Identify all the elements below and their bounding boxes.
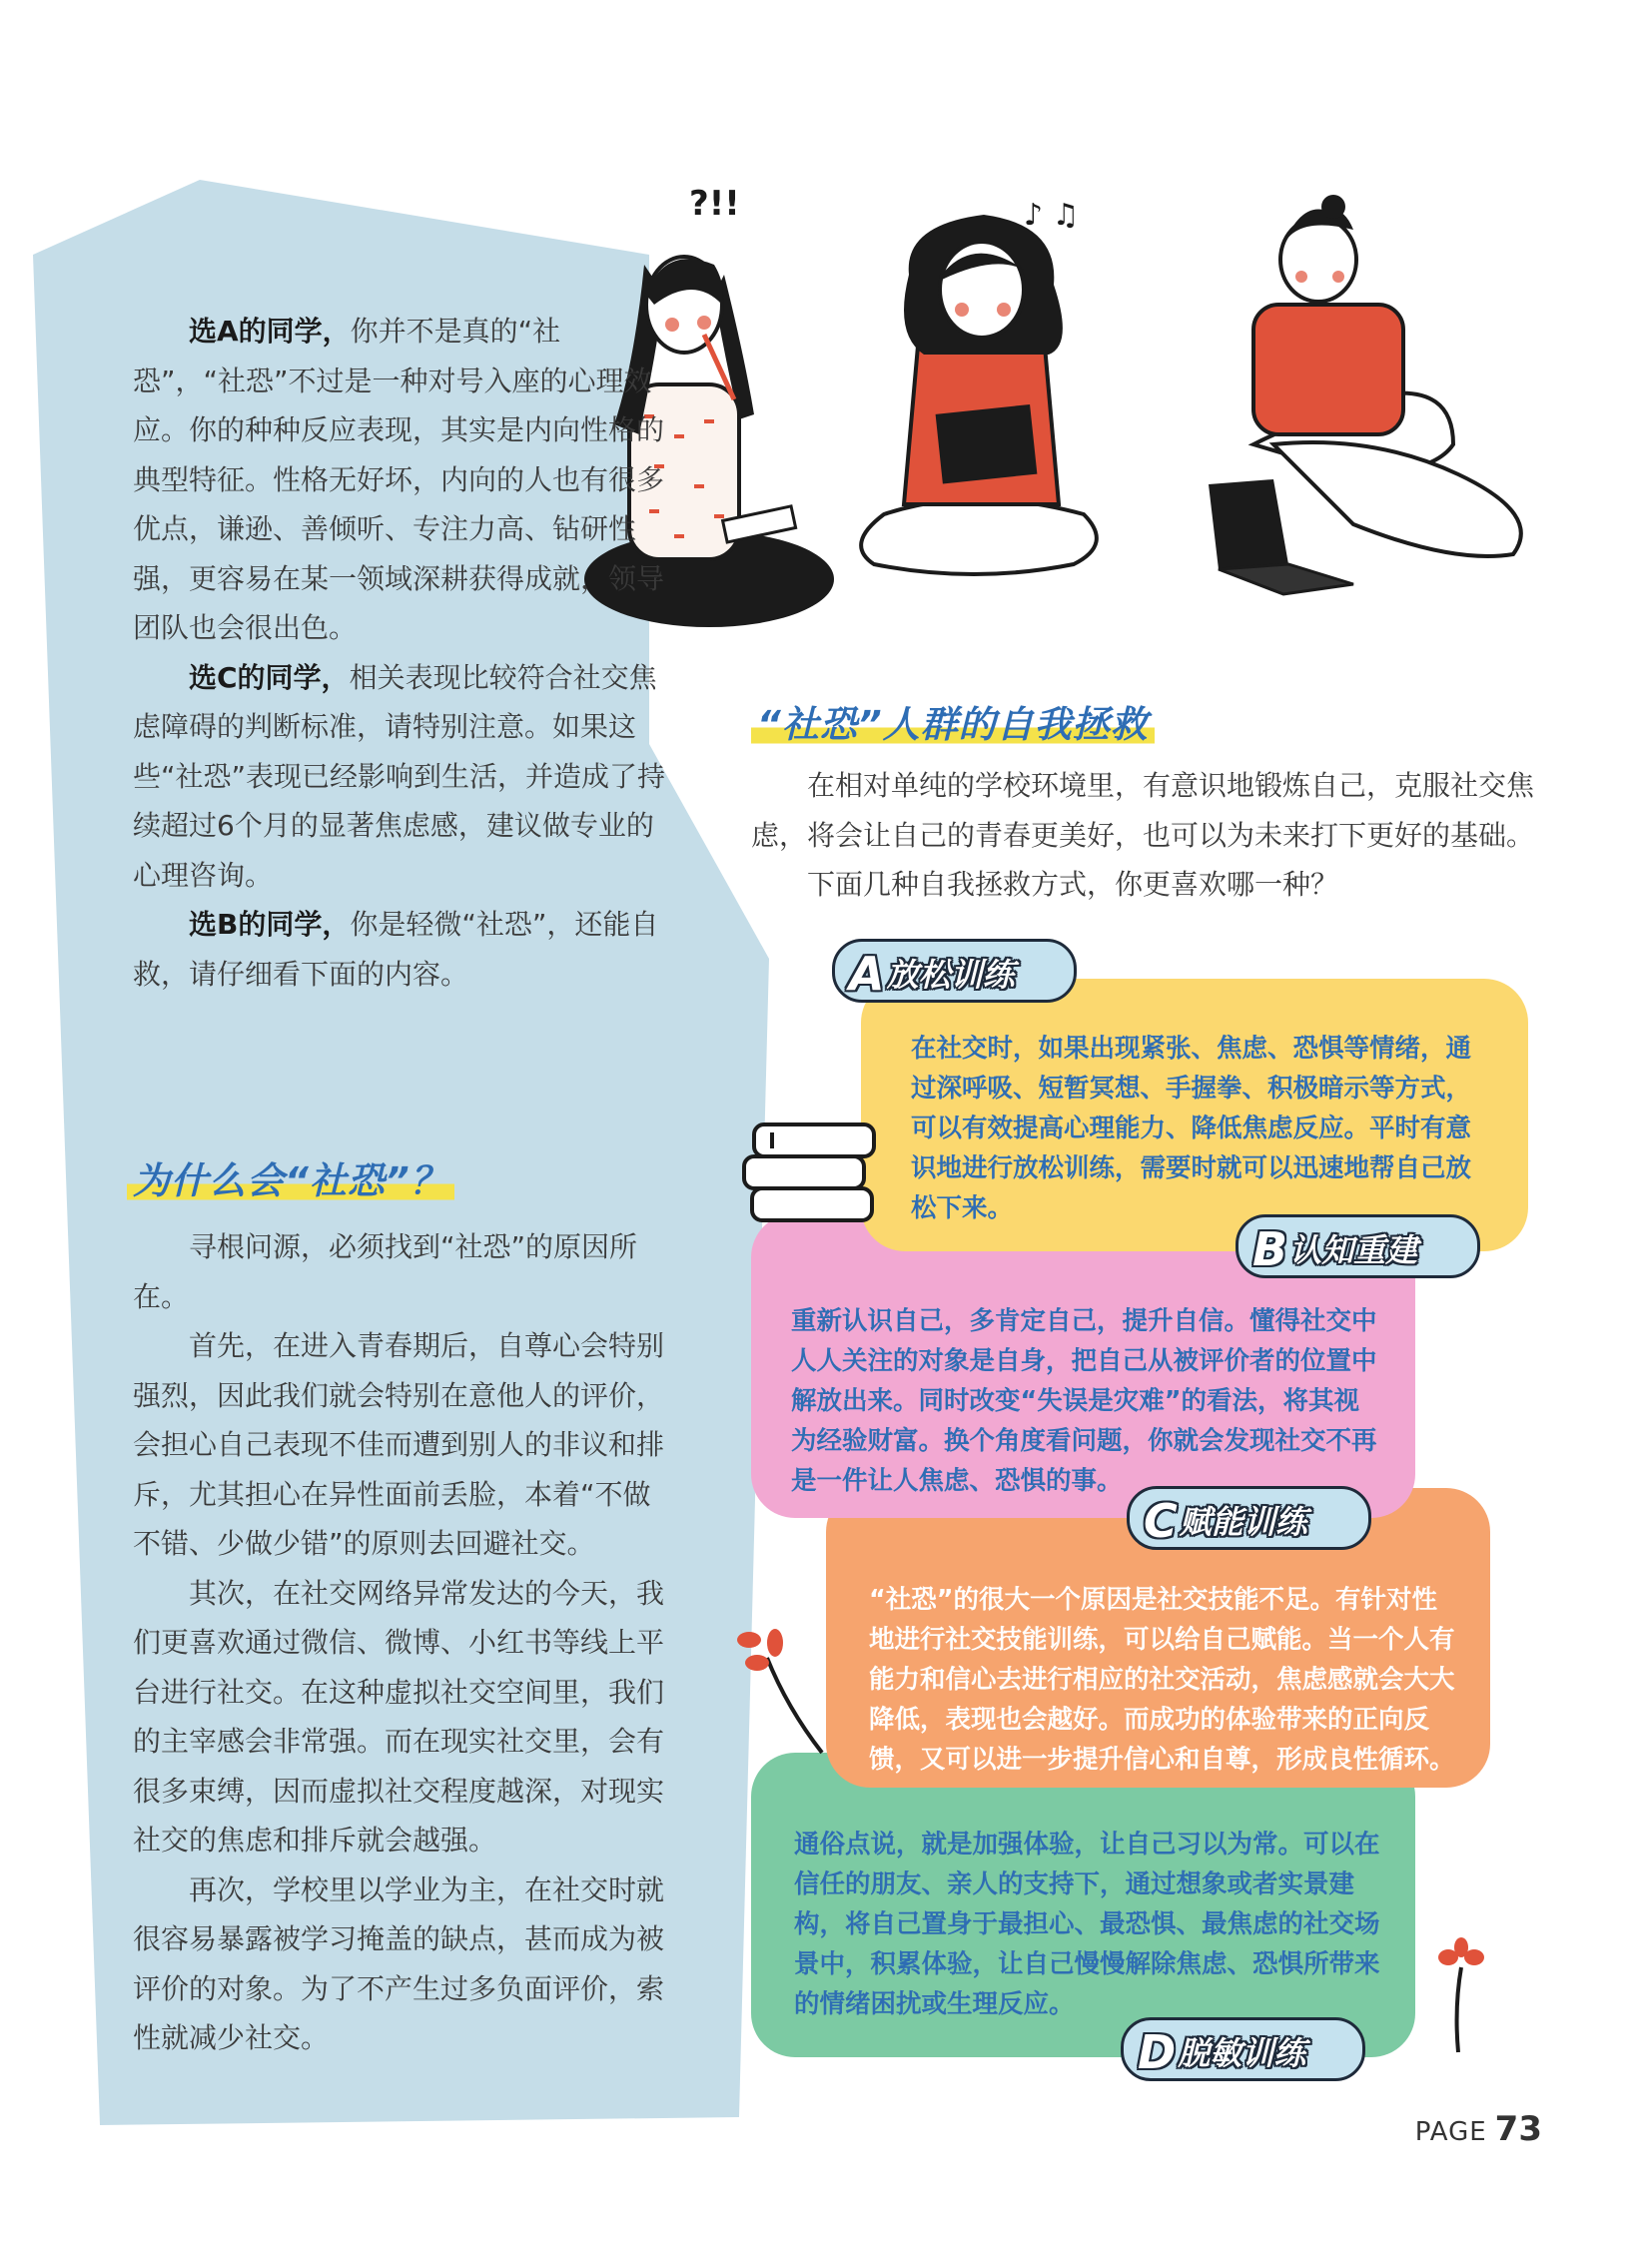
text-option-a: 你并不是真的“社恐”，“社恐”不过是一种对号入座的心理效应。你的种种反应表现，其实是内向性格的典型特征。性格无好坏，内向的人也有很多优点，谦逊、善倾听、专注力高、钻研性强，更容易在某一领域深耕获得成就，领导团队也会很出色。 [133,315,665,644]
lead-option-b: 选B的同学， [189,908,351,941]
page-label: PAGE [1414,2117,1487,2147]
tag-desensitization-training [1121,2017,1365,2081]
page-number [1415,2109,1542,2149]
girl-reading-figure [861,198,1097,574]
text-option-b: 你是轻微“社恐”，还能自救，请仔细看下面的内容。 [133,908,659,991]
intro-paragraph: 在相对单纯的学校环境里，有意识地锻炼自己，克服社交焦虑，将会让自己的青春更美好，也可以为未来打下更好的基础。 [751,769,1535,852]
card-b-text: 重新认识自己，多肯定自己，提升自信。懂得社交中人人关注的对象是自身，把自己从被评价者的位置中解放出来。同时改变“失误是灾难”的看法，将其视为经验财富。换个角度看问题，你就会发现社交不再是一件让人焦虑、恐惧的事。 [791,1306,1377,1496]
tag-d-letter: D [1138,2025,1177,2079]
paragraph-first-cause: 首先，在进入青春期后，自尊心会特别强烈，因此我们就会特别在意他人的评价，会担心自己表现不佳而遭到别人的非议和排斥，尤其担心在异性面前丢脸，本着“不做不错、少做少错”的原则去回避社交。 [133,1329,665,1560]
text-option-c: 相关表现比较符合社交焦虑障碍的判断标准，请特别注意。如果这些“社恐”表现已经影响到生活，并造成了持续超过6个月的显著焦虑感，建议做专业的心理咨询。 [133,660,666,892]
paragraph-third-cause: 再次，学校里以学业为主，在社交时就很容易暴露被学习掩盖的缺点，甚而成为被评价的对象。为了不产生过多负面评价，索性就减少社交。 [133,1872,665,2054]
lead-option-a: 选A的同学， [189,315,351,348]
left-column [133,307,667,999]
right-intro [751,761,1540,910]
intro-question: 下面几种自我拯救方式，你更喜欢哪一种？ [807,868,1339,901]
flower-icon [727,1618,837,1758]
tag-c-letter: C [1144,1494,1178,1548]
paragraph-root-cause: 寻根问源，必须找到“社恐”的原因所在。 [133,1230,638,1313]
paragraph-second-cause: 其次，在社交网络异常发达的今天，我们更喜欢通过微信、微博、小红书等线上平台进行社交。在这种虚拟社交空间里，我们的主宰感会非常强。而在现实社交里，会有很多束缚，因而虚拟社交程度越深，对现实社交的焦虑和排斥就会越强。 [133,1576,665,1857]
surprise-marks: ?!! [689,185,740,224]
heading-self-rescue: “社恐”人群的自我拯救 [751,694,1155,748]
tag-b-letter: B [1252,1222,1288,1276]
tag-b-title: 认知重建 [1289,1231,1418,1269]
tag-d-title: 脱敏训练 [1178,2034,1306,2072]
illustration-students [554,185,1563,684]
tag-cognitive-rebuild [1236,1214,1480,1278]
tag-empowerment-training [1127,1486,1371,1550]
tag-a-title: 放松训练 [886,956,1015,994]
card-d-text: 通俗点说，就是加强体验，让自己习以为常。可以在信任的朋友、亲人的支持下，通过想象或者实景建构，将自己置身于最担心、最恐惧、最焦虑的社交场景中，积累体验，让自己慢慢解除焦虑、恐惧所带来的情绪困扰或生理反应。 [794,1830,1380,2019]
card-c-text: “社恐”的很大一个原因是社交技能不足。有针对性地进行社交技能训练，可以给自己赋能。当一个人有能力和信心去进行相应的社交活动，焦虑感就会大大降低，表现也会越好。而成功的体验带来的正向反馈，又可以进一步提升信心和自尊，形成良性循环。 [869,1585,1455,1775]
left-column-causes [133,1222,667,2063]
page-number-value: 73 [1494,2109,1542,2149]
boy-laptop-figure [1209,195,1521,594]
paragraph-option-c [133,653,667,901]
paragraph-option-b [133,900,667,999]
heading-why-social-anxiety: 为什么会“社恐”？ [127,1150,454,1204]
tag-c-title: 赋能训练 [1179,1503,1307,1541]
card-a-text: 在社交时，如果出现紧张、焦虑、恐惧等情绪，通过深呼吸、短暂冥想、手握拳、积极暗示等方式，可以有效提高心理能力、降低焦虑反应。平时有意识地进行放松训练，需要时就可以迅速地帮自己放松下来。 [911,1034,1472,1223]
lead-option-c: 选C的同学， [189,660,350,694]
paragraph-option-a [133,307,667,653]
books-icon [732,1099,892,1233]
tag-a-letter: A [849,947,885,1001]
tag-relaxation-training [832,939,1077,1003]
svg-text:♪ ♫: ♪ ♫ [1024,198,1080,233]
flower-small-icon [1426,1927,1496,2057]
